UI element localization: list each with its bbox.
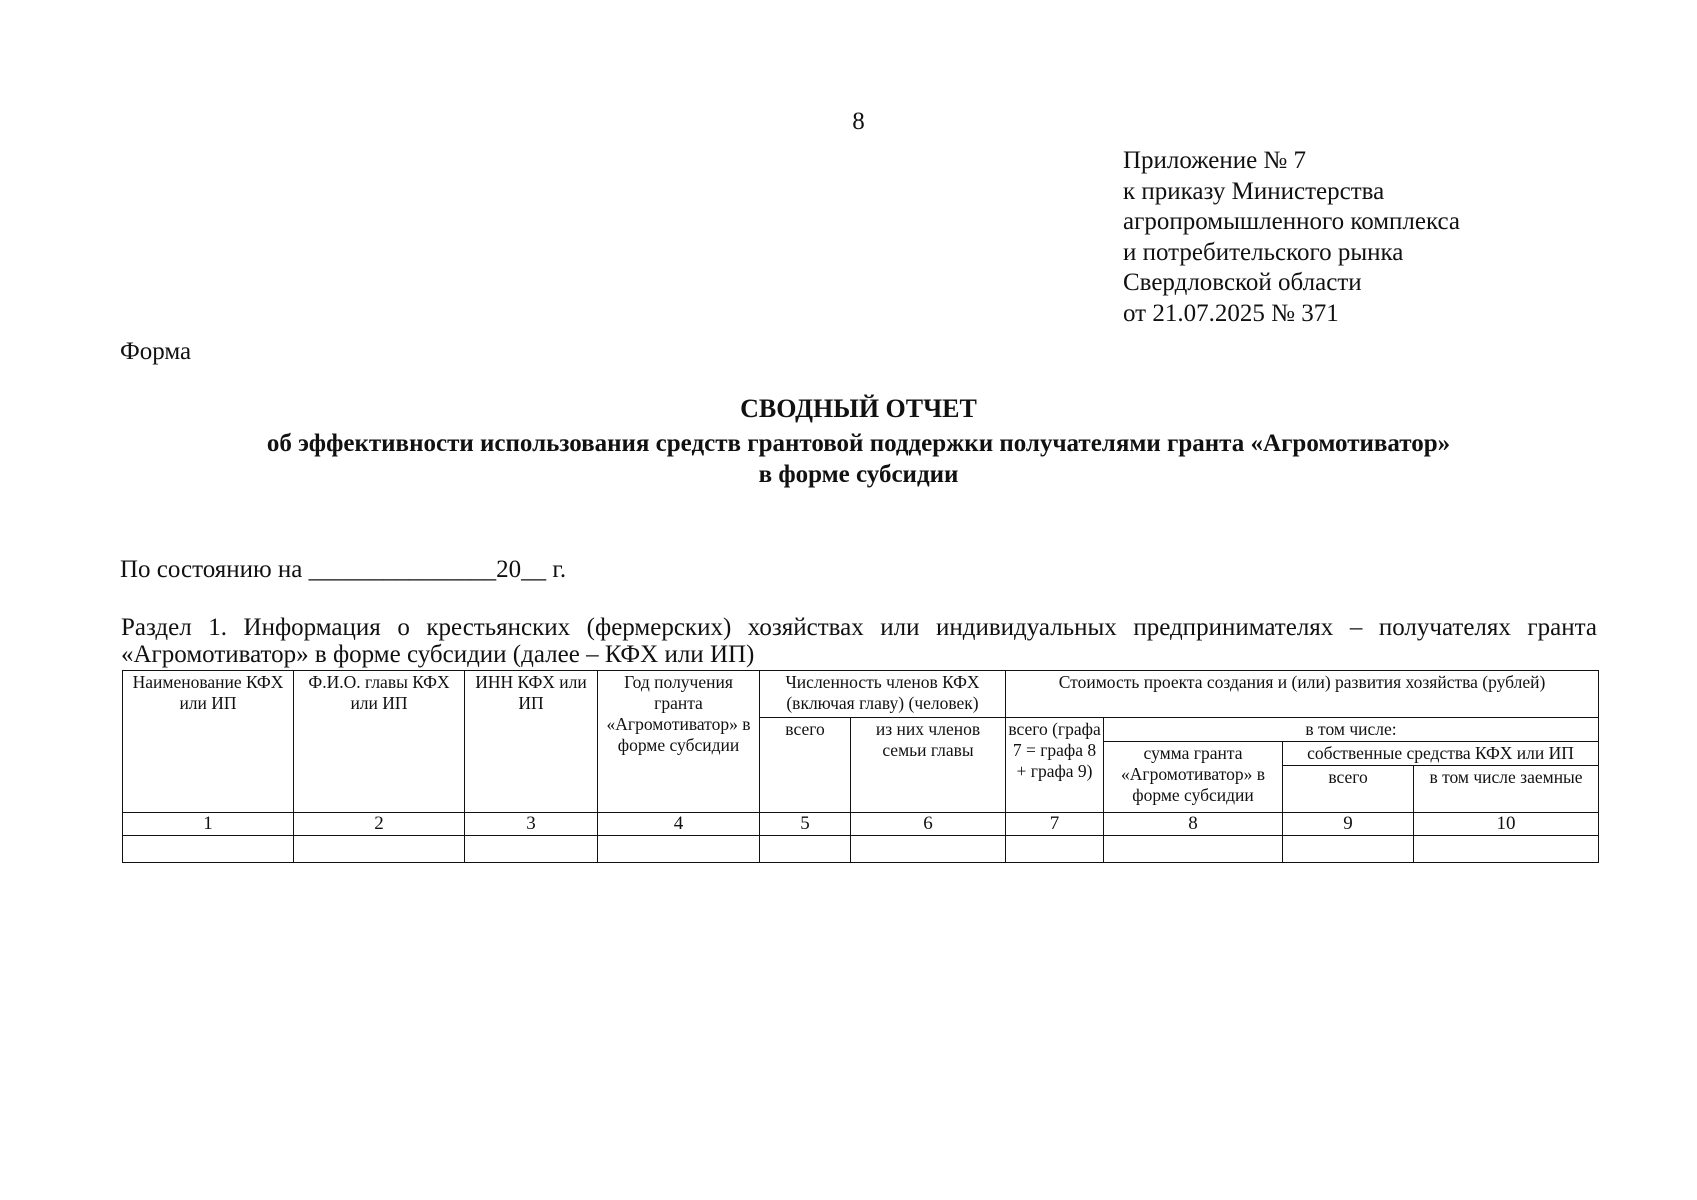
- header-grant-sum: сумма гранта «Агромотиватор» в форме субсидии: [1104, 742, 1283, 813]
- appendix-line: Приложение № 7: [1123, 147, 1307, 174]
- header-own-total: всего: [1283, 766, 1414, 813]
- appendix-line: Свердловской области: [1123, 269, 1362, 296]
- appendix-line: от 21.07.2025 № 371: [1123, 299, 1339, 327]
- header-own-funds: собственные средства КФХ или ИП: [1283, 742, 1599, 766]
- header-including: в том числе:: [1104, 718, 1599, 742]
- report-title: СВОДНЫЙ ОТЧЕТ: [740, 394, 977, 423]
- header-year: Год получения гранта «Агромотиватор» в форме субсидии: [598, 671, 760, 813]
- report-table: [122, 670, 1599, 863]
- appendix-line: и потребительского рынка: [1123, 238, 1404, 266]
- appendix-line: агропромышленного комплекса: [1123, 208, 1461, 235]
- empty-cell: [1104, 836, 1283, 863]
- empty-cell: [294, 836, 465, 863]
- header-members-total: всего: [760, 718, 851, 813]
- column-number: 10: [1414, 813, 1599, 836]
- column-number: 4: [598, 813, 760, 836]
- empty-data-row: [123, 836, 1599, 863]
- header-cost-total: всего (графа 7 = графа 8 + графа 9): [1006, 718, 1104, 813]
- column-number: 2: [294, 813, 465, 836]
- column-number: 9: [1283, 813, 1414, 836]
- subtitle-line: об эффективности использования средств грантовой поддержки получателями гранта «Агромотиватор»: [266, 430, 1451, 457]
- column-number: 7: [1006, 813, 1104, 836]
- empty-cell: [1414, 836, 1599, 863]
- empty-cell: [598, 836, 760, 863]
- empty-cell: [851, 836, 1006, 863]
- column-number: 1: [123, 813, 294, 836]
- empty-cell: [1283, 836, 1414, 863]
- appendix-block: [1123, 146, 1460, 329]
- column-number: 8: [1104, 813, 1283, 836]
- header-name: Наименование КФХ или ИП: [123, 671, 294, 813]
- appendix-line: к приказу Министерства: [1123, 177, 1385, 205]
- report-subtitle: [0, 428, 1697, 490]
- form-label: Форма: [120, 338, 192, 365]
- header-cost-group: Стоимость проекта создания и (или) развития хозяйства (рублей): [1006, 671, 1599, 718]
- empty-cell: [1006, 836, 1104, 863]
- header-members-group: Численность членов КФХ (включая главу) (человек): [760, 671, 1006, 718]
- column-number: 5: [760, 813, 851, 836]
- header-inn: ИНН КФХ или ИП: [465, 671, 598, 813]
- empty-cell: [465, 836, 598, 863]
- column-number: 3: [465, 813, 598, 836]
- page-number: 8: [852, 108, 865, 135]
- empty-cell: [760, 836, 851, 863]
- empty-cell: [123, 836, 294, 863]
- header-own-borrowed: в том числе заемные: [1414, 766, 1599, 813]
- column-number: 6: [851, 813, 1006, 836]
- as-of-date-line: По состоянию на _______________20__ г.: [120, 556, 567, 583]
- subtitle-line: в форме субсидии: [758, 461, 959, 488]
- header-fio: Ф.И.О. главы КФХ или ИП: [294, 671, 465, 813]
- header-members-family: из них членов семьи главы: [851, 718, 1006, 813]
- section-heading: Раздел 1. Информация о крестьянских (фермерских) хозяйствах или индивидуальных предпринимателях – получателях гранта «Агромотиватор» в форме субсидии (далее – КФХ или ИП): [121, 614, 1597, 668]
- column-number-row: [123, 813, 1599, 836]
